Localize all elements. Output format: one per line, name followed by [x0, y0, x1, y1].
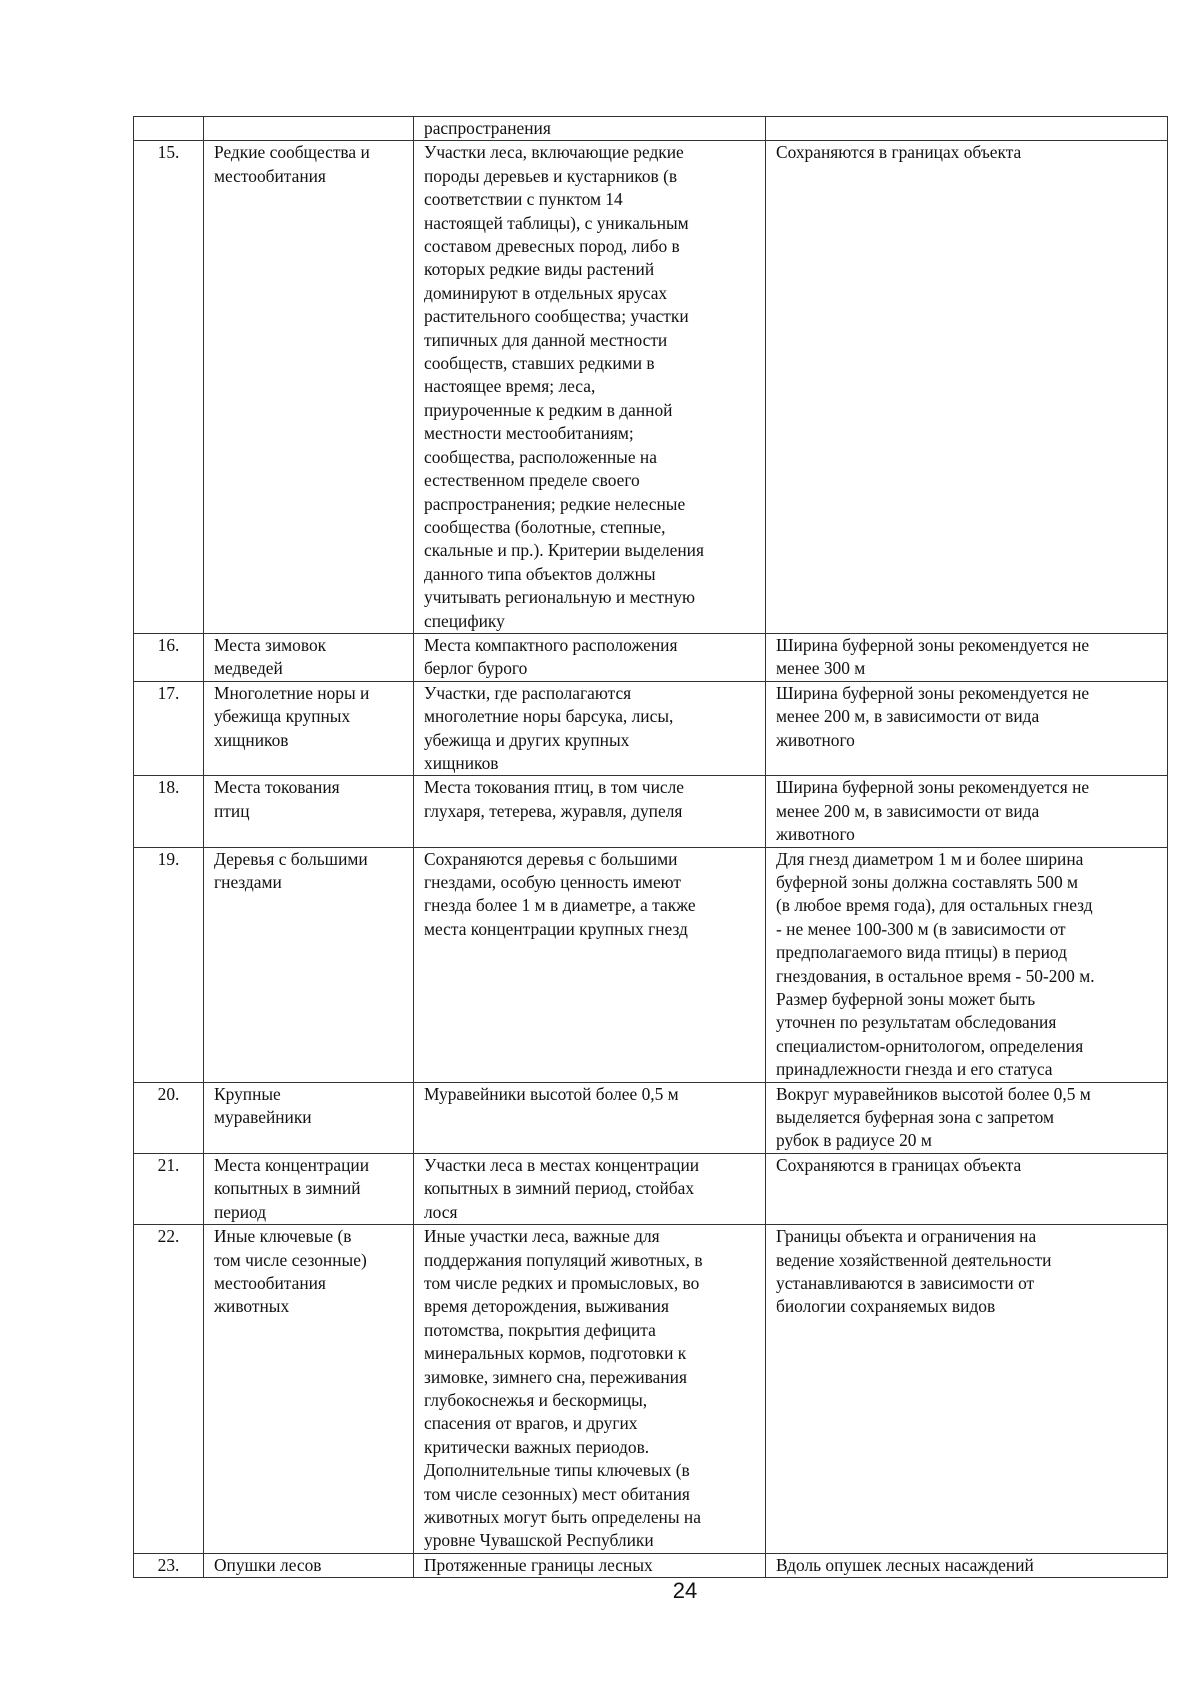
table-row: [134, 1082, 1168, 1153]
table-row: [134, 117, 1168, 141]
table-row: [134, 681, 1168, 776]
object-name: Многолетние норы и убежища крупных хищников: [204, 681, 414, 776]
recommendation: Ширина буферной зоны рекомендуется не менее 200 м, в зависимости от вида животного: [766, 776, 1168, 847]
object-name: [204, 117, 414, 141]
object-description: Протяженные границы лесных: [414, 1553, 766, 1577]
table-row: [134, 1225, 1168, 1554]
recommendation: Для гнезд диаметром 1 м и более ширина буферной зоны должна составлять 500 м (в любое время года), для остальных гнезд - не менее 100-300 м (в зависимости от предполагаемого вида птицы) в период гнездования, в остальное время - 50-200 м. Размер буферной зоны может быть уточнен по результатам обследования специалистом-орнитологом, определения принадлежности гнезда и его статуса: [766, 847, 1168, 1082]
recommendation: Границы объекта и ограничения на ведение хозяйственной деятельности устанавливаются в зависимости от биологии сохраняемых видов: [766, 1225, 1168, 1554]
recommendation: [766, 117, 1168, 141]
row-number: 20.: [134, 1082, 204, 1153]
row-number: 19.: [134, 847, 204, 1082]
object-name: Редкие сообщества и местообитания: [204, 141, 414, 634]
table-row: [134, 633, 1168, 681]
object-description: Места компактного расположения берлог бурого: [414, 633, 766, 681]
object-description: Участки леса в местах концентрации копытных в зимний период, стойбах лося: [414, 1153, 766, 1224]
document-table: [133, 116, 1168, 1578]
row-number: 16.: [134, 633, 204, 681]
row-number: 21.: [134, 1153, 204, 1224]
row-number: 22.: [134, 1225, 204, 1554]
recommendation: Ширина буферной зоны рекомендуется не менее 200 м, в зависимости от вида животного: [766, 681, 1168, 776]
recommendation: Ширина буферной зоны рекомендуется не менее 300 м: [766, 633, 1168, 681]
row-number: 15.: [134, 141, 204, 634]
object-description: Участки леса, включающие редкие породы деревьев и кустарников (в соответствии с пунктом 14 настоящей таблицы), с уникальным составом древесных пород, либо в которых редкие виды растений доминируют в отдельных ярусах растительного сообщества; участки типичных для данной местности сообществ, ставших редкими в настоящее время; леса, приуроченные к редким в данной местности местообитаниям; сообщества, расположенные на естественном пределе своего распространения; редкие нелесные сообщества (болотные, степные, скальные и пр.). Критерии выделения данного типа объектов должны учитывать региональную и местную специфику: [414, 141, 766, 634]
recommendation: Сохраняются в границах объекта: [766, 1153, 1168, 1224]
object-description: Муравейники высотой более 0,5 м: [414, 1082, 766, 1153]
object-name: Иные ключевые (в том числе сезонные) местообитания животных: [204, 1225, 414, 1554]
recommendation: Вдоль опушек лесных насаждений: [766, 1553, 1168, 1577]
object-name: Места зимовок медведей: [204, 633, 414, 681]
object-name: Места токования птиц: [204, 776, 414, 847]
object-name: Места концентрации копытных в зимний период: [204, 1153, 414, 1224]
page-number: 24: [672, 1578, 698, 1603]
table-row: [134, 141, 1168, 634]
row-number: [134, 117, 204, 141]
row-number: 17.: [134, 681, 204, 776]
object-description: Места токования птиц, в том числе глухаря, тетерева, журавля, дупеля: [414, 776, 766, 847]
table-row: [134, 847, 1168, 1082]
object-description: распространения: [414, 117, 766, 141]
recommendation: Сохраняются в границах объекта: [766, 141, 1168, 634]
table-row: [134, 776, 1168, 847]
object-description: Сохраняются деревья с большими гнездами, особую ценность имеют гнезда более 1 м в диаметре, а также места концентрации крупных гнезд: [414, 847, 766, 1082]
object-description: Участки, где располагаются многолетние норы барсука, лисы, убежища и других крупных хищников: [414, 681, 766, 776]
table-row: [134, 1553, 1168, 1577]
object-name: Деревья с большими гнездами: [204, 847, 414, 1082]
object-name: Опушки лесов: [204, 1553, 414, 1577]
object-name: Крупные муравейники: [204, 1082, 414, 1153]
recommendation: Вокруг муравейников высотой более 0,5 м выделяется буферная зона с запретом рубок в радиусе 20 м: [766, 1082, 1168, 1153]
row-number: 23.: [134, 1553, 204, 1577]
table-row: [134, 1153, 1168, 1224]
row-number: 18.: [134, 776, 204, 847]
object-description: Иные участки леса, важные для поддержания популяций животных, в том числе редких и промысловых, во время деторождения, выживания потомства, покрытия дефицита минеральных кормов, подготовки к зимовке, зимнего сна, переживания глубокоснежья и бескормицы, спасения от врагов, и других критически важных периодов. Дополнительные типы ключевых (в том числе сезонных) мест обитания животных могут быть определены на уровне Чувашской Республики: [414, 1225, 766, 1554]
